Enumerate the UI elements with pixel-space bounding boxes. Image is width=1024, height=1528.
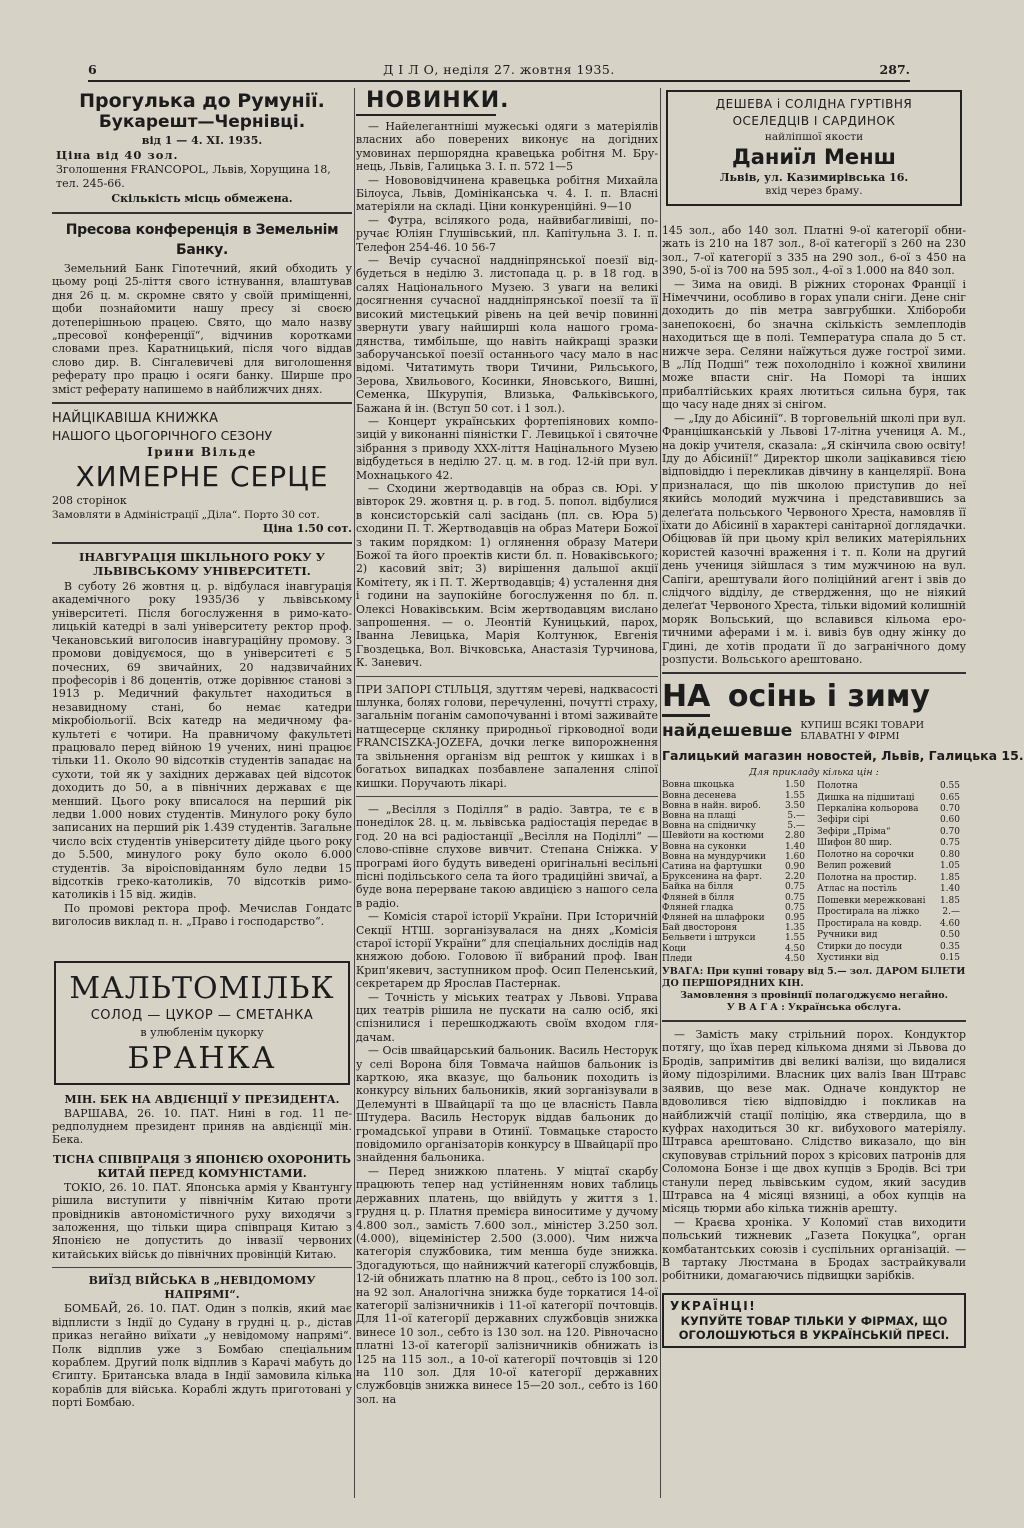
page-number-left: 6 [88, 62, 97, 77]
price-value: 0.65 [939, 792, 960, 803]
price-row [817, 941, 966, 952]
price-item: Шевйоти на костюми [662, 831, 765, 842]
ukrainians-text: КУПУЙТЕ ТОВАР ТІЛЬКИ У ФІРМАХ, ЩО ОГОЛОШУЮТЬСЯ В УКРАЇНСЬКІЙ ПРЕСІ. [678, 1313, 950, 1342]
price-value: 0.70 [939, 826, 960, 837]
price-value: 0.50 [939, 930, 960, 941]
price-value: 4.50 [784, 953, 805, 964]
ukrainians-ad [662, 1293, 966, 1348]
price-item: Бельвети і штрукси [662, 933, 756, 944]
price-row [817, 826, 966, 837]
ukrainians-title: УКРАЇНЦІ! [670, 1298, 757, 1313]
japan-title: ТІСНА СПІВПРАЦЯ З ЯПОНІЄЮ ОХОРОНИТЬ КИТАЙ ПЕРЕД КОМУНІСТАМИ. [53, 1152, 351, 1180]
price-row [662, 811, 811, 821]
price-item: Атлас на постіль [817, 884, 897, 895]
price-item: Зефіри „Пріма“ [817, 826, 891, 837]
price-item: Полотна [817, 781, 858, 792]
price-row [662, 933, 811, 943]
maltomilk-title: МАЛЬТОМІЛЬК [69, 970, 335, 1006]
maltomilk-sub: СОЛОД — ЦУКОР — СМЕТАНКА [90, 1007, 314, 1023]
news-item-10: — Точність у міських театрах у Львові. Управа цих театрів рішила не пускати на салю осіб, які спізнилися і перешкоджають своїм входом глядачам. [356, 990, 658, 1044]
price-value: 2.— [942, 907, 960, 918]
news-item-6: — Сходини жертводавців на образ св. Юрі. У вівторок 29. жовтня ц. р. в год. 5. попол. відбулися в консисторській салі засідань (пл. св. Юра 5) сходини П. Т. Жертводавців на образ Матери Божої з таким порядком: 1) оглянення образу Матери Божої та його проектів кисти бл. п. Новаківського; 2) касовий звіт; 3) вирішення дальшої акції Комітету, як і П. Т. Жертводавців; 4) усталення дня і години на заупокійне богослуження по бл. п. Олексі Новаківським. Всім жертводавцям вислано запрошення. — о. Леонтій Куницький, парох, Іванна Левицька, Марія Колтунюк, Евгенія Гвоздецька, Вол. Вічковська, Анастазія Турчинова, К. Заневич. [356, 481, 658, 670]
shop-orders: Замовлення з провінції полагоджуємо негайно. [680, 990, 948, 1002]
maltomilk-ad [54, 961, 350, 1085]
price-row [662, 842, 811, 852]
price-value: 1.40 [939, 884, 960, 895]
price-row [662, 882, 811, 892]
price-row [817, 918, 966, 929]
price-row [662, 872, 811, 882]
price-row [817, 792, 966, 803]
price-value: 1.35 [784, 923, 805, 934]
book-order: Замовляти в Адміністрації „Діла“. Порто 30 сот. [52, 509, 320, 522]
news-item-2: — Новововідчинена кравецька робітня Михайла Білоуса, Львів, Домініканська ч. 4. І. п. Власні матеріяли на складі. Ціни конкуренційні. 9—10 [356, 173, 658, 214]
price-value: 3.50 [784, 800, 805, 811]
price-row [817, 872, 966, 883]
price-item: Вовна на мундурчики [662, 851, 767, 862]
herring-ad [666, 90, 962, 206]
price-list-left [662, 780, 811, 964]
salary-continuation: 145 зол., або 140 зол. Платні 9-ої категорії обнижать із 210 на 187 зол., 8-ої категорії з 260 на 230 зол., 7-ої категорії з 335 на 290 зол., 6-ої з 450 на 390, 5-ої із 700 на 595 зол., 4-ої з 1.000 на 840 зол. [662, 224, 966, 278]
price-value: 1.55 [784, 933, 805, 944]
price-item: Вовна на суконки [662, 841, 747, 852]
ad-price: Ціна від 40 зол. [56, 148, 179, 162]
price-value: 0.75 [784, 892, 805, 903]
shop-na: НА [662, 679, 710, 717]
price-item: Коци [662, 943, 687, 954]
shop-buy: КУПИШ ВСЯКІ ТОВАРИ БЛАВАТНІ У ФІРМІ [800, 720, 924, 743]
price-list-right [817, 780, 966, 964]
news-item-8: — „Весілля з Поділля“ в радіо. Завтра, те є в понеділок 28. ц. м. львівська радіостація передає в год. 20 на всі радіостанції „Весілля на Поділлі“ — слово-співне слухове вивчит. Степана Сніжка. У програмі його будуть виведені оригінальні весільні пісні подільського села та його традиційні звичаї, а буде вона перерване такою авдицією з нашого села в радіо. [356, 802, 658, 910]
header-rule [88, 80, 910, 82]
price-value: 0.80 [939, 849, 960, 860]
price-row [662, 913, 811, 923]
price-item: Пошевки мережковані [817, 895, 926, 906]
column-2 [356, 88, 658, 1500]
ad-dates: від 1 — 4. XI. 1935. [141, 134, 263, 147]
price-value: 0.15 [939, 953, 960, 964]
price-value: 0.35 [939, 941, 960, 952]
price-item: Пледи [662, 953, 693, 964]
column-divider [660, 88, 661, 1498]
herring-address: Львів, ул. Казимирівська 16. [719, 171, 909, 184]
press-conference-title: Пресова конференція в Земельнім Банку. [65, 222, 339, 258]
price-value: 0.75 [784, 902, 805, 913]
price-item: Велип рожевий [817, 861, 892, 872]
price-value: 1.85 [939, 895, 960, 906]
column-divider [354, 88, 355, 1498]
price-value: 0.75 [784, 882, 805, 893]
university-text-2: По промові ректора проф. Мечислав Гондатс виголосив виклад п. н. „Право і господарство“. [52, 901, 352, 929]
price-row [817, 861, 966, 872]
price-row [662, 780, 811, 790]
news-item-3: — Футра, всілякого рода, найвибагливіші, поручає Юліян Глушівський, пл. Капітульна 3. І. п. Телефон 254-46. 10 56-7 [356, 213, 658, 254]
price-value: 4.50 [784, 943, 805, 954]
price-row [817, 952, 966, 964]
price-row [817, 838, 966, 849]
price-item: Хустинки від [817, 953, 879, 964]
herring-name: Даниїл Менш [732, 145, 896, 169]
price-item: Полотна на простир. [817, 872, 917, 883]
price-item: Бруксенина на фарт. [662, 872, 763, 883]
price-row [817, 815, 966, 826]
price-row [662, 791, 811, 801]
price-row [817, 930, 966, 941]
page-number-right: 287. [879, 62, 910, 77]
army-title: ВИЇЗД ВІЙСЬКА В „НЕВІДОМОМУ НАПРЯМІ“. [88, 1274, 316, 1302]
price-item: Стирки до посуди [817, 941, 903, 952]
price-item: Перкаліна кольорова [817, 803, 919, 814]
price-value: 1.40 [784, 841, 805, 852]
shop-big: осінь і зиму [727, 679, 930, 715]
news-item-12: — Перед знижкою платень. У міцтаї скарбу працюють тепер над устійненням нових таблиць державних платень, що ввійдуть у життя з 1. грудня ц. р. Платня премієра виноситиме у дучому 4.800 зол., замість 7.600 зол., міністер 3.250 зол. (4.000), віцеміністер 2.500 (3.000). Чим нижча категорія службовика, тим менша буде знижка. Здогадуються, що найнижчий категорії службовців, 12-ій обнижать платню на 8 проц., себто із 100 зол. на 92 зол. Аналогічна знижка буде торкатися 14-ої категорії залізничників і 11-ої категорії почтовців. Для 11-ої категорії державних службовців знижка винесе 10 зол., себто із 130 зол. на 120. Рівночасно платні 13-ої категорії залізничників обнижать із 125 на 115 зол., а 10-ої категорії почтовців зі 120 на 110 зол. Для 10-ої категорії державних службовців знижка винесе 15—20 зол., себто із 160 зол. на [356, 1164, 658, 1406]
shop-uvaha: УВАГА: При купні товару від 5.— зол. ДАРОМ БІЛЕТИ ДО ПЕРШОРЯДНИХ КІН. [662, 966, 966, 990]
price-row [662, 954, 811, 964]
news-item-7: ПРИ ЗАПОРІ СТІЛЬЦЯ, здуттям череві, надквасості шлунка, болях голови, перечуленні, почутті страху, загальнім поганім самопочуванні і втомі заживайте натщесерце склянку природньої гірководної води FRANCISZKA-JOZEFA, дочки легке випорожнення та звільнення організм від решток у кишках і в богатьох випадках позбавлене запалення сліпої кишки. Поручають лікарі. [356, 682, 658, 790]
shop-ad [662, 679, 1024, 1014]
winter-news: — Зима на овиді. В ріжних сторонах Франції і Німеччини, особливо в горах упали сніги. Дене сніг доходить до пів метра завгрубшки. Хлібороби занепокоєні, бо значна скількість землеплодів находиться ще в полі. Температура спала до 5 ст. нижче зера. Селяни наїжуться дуже гострої зими. В „Лі́д Подші“ теж похолодніло і кожної хвилини може впасти сніг. На Поморі та інших прибалтійських краях лютиться сильна буря, так що часу наде днях зі снігом. [662, 277, 966, 412]
newspaper-dateline: Д І Л О, неділя 27. жовтня 1935. [383, 62, 615, 77]
news-section-heading: НОВИНКИ. [356, 88, 496, 116]
japan-text: ТОКІО, 26. 10. ПАТ. Японська армія у Квантунгу рішила виступити у північнім Китаю проти провідників автономістичного руху виходячи з заложення, що тільки щира співпраця Китаю з Японією не допустить до інвазії червоних китайських військ до північних провінцій Китаю. [52, 1180, 352, 1261]
price-row [817, 849, 966, 860]
army-text: БОМБАЙ, 26. 10. ПАТ. Один з полків, який має відплисти з Індії до Судану в грудні ц. р., дістав приказ негайно виїхати „у невідомому напрямі“. Полк відплив уже з Бомбаю спеціальним кораблем. Другий полк відплив з Карачі мабуть до Єгипту. Британська влада в Індії замовила кілька кораблів для війська. Кораблі ждуть приготовані у порті Бомбаю. [52, 1302, 352, 1410]
column-3 [662, 88, 1024, 1500]
news-item-9: — Комісія старої історії України. При Історичній Секції НТШ. зорганізувалася на днях „Комісія старої історії України“ для спеціальних дослідів над княжою добою. Головою її вибраний проф. Іван Крип'якевич, заступником проф. Осип Пеленський, секретарем др Ярослав Пастернак. [356, 910, 658, 991]
price-value: 1.85 [939, 872, 960, 883]
price-item: Бай двостороня [662, 923, 738, 934]
price-value: 5.— [787, 821, 805, 832]
price-item: Дишка на підшитаці [817, 792, 915, 803]
price-item: Вовна на спідничку [662, 821, 756, 832]
herring-line2: ОСЕЛЕДЦІВ І САРДИНОК [732, 114, 896, 128]
news-item-5: — Концерт українських фортепіянових композицій у виконанні піяністки Г. Левицької і святочне зібрання з приводу XXX-ліття Націнального Музею відбудеться в неділю 27. ц. м. в год. 12-ій при вул. Мохнацького 42. [356, 414, 658, 482]
shop-service: У В А Г А : Українська обслуга. [726, 1002, 902, 1014]
news-item-11: — Осів швайцарський бальоник. Василь Несторук у селі Ворона біля Товмача найшов бальоник із карткою, яка вказує, що бальоник походить із конкурсу вільних бальоників, який зорганізували в Делемунті в Швайцарії та що це власність Павла Штудера. Василь Несторук віддав бальоник до громадської управи в Отинії. Товмацьке старосто повідомило організаторів конкурсу в Швайцарії про знайдення бальоника. [356, 1044, 658, 1165]
powder-news: — Замість маку стрільний порох. Кондуктор потягу, що їхав перед кількома днями зі Львова до Бродів, запримітив дві великі валізи, що видалися йому підозрілими. Власник цих валіз Іван Штравс заявив, що везе мак. Одначе кондуктор не вдоволився тією відповіддю і покликав на найближчій стації поліцію, яка ствердила, що в куфрах находиться 30 кг. вибухового матеріялу. Штравса арештовано. Слідство виказало, що він скуповував стрільний порох з крісових патронів для Соломона Бонзе і ще двох купців з Бродів. Всі три станули перед львівським судом, який засудив Штравса на 4 місяці вязниці, а обох купців на місяць тюрми або кілька тижнів арешту. [662, 1028, 966, 1216]
price-item: Зефіри сірі [817, 815, 870, 826]
shop-name: Галицький магазин новостей, Львів, Галицька 15. [662, 748, 1024, 764]
price-value: 2.20 [784, 872, 805, 883]
price-row [817, 895, 966, 906]
book-ad-line1: НАЙЦІКАВІША КНИЖКА [52, 411, 219, 427]
price-value: 1.60 [784, 851, 805, 862]
beck-title: МІН. БЕК НА АВДІЄНЦІЇ У ПРЕЗИДЕНТА. [64, 1092, 340, 1106]
price-item: Простирала на ковдр. [817, 918, 922, 929]
page-header [88, 62, 910, 80]
price-item: Вовна десенева [662, 790, 737, 801]
ad-limit: Скількість місць обмежена. [111, 192, 293, 205]
price-row [662, 903, 811, 913]
price-row [662, 831, 811, 841]
book-ad [52, 410, 352, 536]
price-item: Полотно на сорочки [817, 849, 915, 860]
price-item: Фляней в білля [662, 892, 735, 903]
price-value: 0.90 [784, 862, 805, 873]
price-item: Простирала на ліжко [817, 907, 920, 918]
price-value: 1.05 [939, 861, 960, 872]
price-row [662, 852, 811, 862]
price-item: Фляней на шлафроки [662, 913, 765, 924]
book-title: ХИМЕРНЕ СЕРЦЕ [75, 460, 329, 494]
price-row [662, 862, 811, 872]
price-value: 0.55 [939, 781, 960, 792]
university-text: В суботу 26 жовтня ц. р. відбулася інавгурація академічного року 1935/36 у львівському університеті. Після богослуження в римо-католицькій катедрі в залі університету ректор проф. Чекановський виголосив інавгураційну промову. З промови довідуємося, що в університеті є 5 почесних, 69 звичайних, 20 надзвичайних професорів і 86 доцентів, отже дорівнює станові з 1913 р. Медичний факультет находиться в незавидному стані, бо немає катедри мікробіольогії. Всіх катедр на медичному факультеті є чотири. На правничому факультеті працювало перед війною 19 учених, нині працює тільки 11. Около 90 відсотків студентів западає на сухоти, той як у західних державах цей відсоток доходить до 50, а в північних державах є ще менший. Цього року вписалося на перший рік ледви 1.000 нових студентів. Минулого року було записаних на перший рік 1.439 студентів. Загальне число всіх студентів університету дійде цього року до 5.500, минулого року було около 6.000 студентів. За віроісповіданням було ледви 15 відсотків греко-католиків, 70 відсотків римо-католиків і 15 від. жидів. [52, 580, 352, 902]
news-item-4: — Вечір сучасної наддніпрянської поезії відбудеться в неділю 3. листопада ц. р. в 18 год. в салях Національного Музею. З уваги на великі досягнення сучасної наддніпрянської поезії та її високий мистецький рівень на цей вечір повинні звернути увагу найширші кола нашого громадянства, тимбільше, що навіть найкращі зразки заборучанської поезії останнього часу мало в нас відомі. Читатимуть твори Тичини, Рильського, Зерова, Хвильового, Косинки, Яновського, Вишні, Семенка, Шкурупія, Влизька, Фальківського, Бажана й ін. (Вступ 50 сот. і 1 зол.). [356, 254, 658, 415]
price-value: 2.80 [784, 831, 805, 842]
price-value: 1.55 [784, 790, 805, 801]
price-value: 0.75 [939, 838, 960, 849]
price-item: Вовна в найн. вироб. [662, 800, 761, 811]
price-row [817, 884, 966, 895]
ad-route: Букарешт—Чернівці. [98, 112, 306, 132]
price-row [662, 821, 811, 831]
book-price: Ціна 1.50 сот. [262, 522, 352, 536]
price-row [817, 780, 966, 791]
price-value: 0.95 [784, 913, 805, 924]
herring-note: вхід через браму. [765, 185, 863, 197]
price-item: Вовна на плащі [662, 811, 736, 822]
book-pages: 208 сторінок [52, 494, 127, 508]
price-row [662, 801, 811, 811]
ad-title: Прогулька до Румунії. [79, 90, 325, 112]
column-1 [52, 88, 352, 1500]
price-value: 1.50 [784, 780, 805, 791]
maltomilk-brand: БРАНКА [127, 1040, 277, 1076]
herring-line1: ДЕШЕВА і СОЛІДНА ГУРТІВНЯ [715, 97, 913, 111]
university-title: ІНАВГУРАЦІЯ ШКІЛЬНОГО РОКУ У ЛЬВІВСЬКОМУ УНІВЕРСИТЕТІ. [79, 550, 325, 579]
abyssinia-news: — „Іду до Абісинії“. В торговельній школі при вул. Францішканській у Львові 17-літна учениця А. М., на докір учителя, сказала: „Я скінчила свою освіту! Іду до Абісинії!“ Директор школи зацікавився тією відповіддю і перекликав дівчину в канцелярії. Вона призналася, що пів школою приступив до неї якийсь молодий мужчина і представившись за делеґата польського Червоного Хреста, намовляв її їхати до Абісинії в характері санітарної доглядачки. Обіцював їй при цьому кріл великих матеріяльних користей казочні враження і т. п. Коли на другий день учениця зійшлася з тим мужчиною на вул. Сапіги, арештували його поліційний агент і звів до слідчого відділу, де ствердження, що не ніякий делеґат Червоного Хреста, тільки відомий колишній моряк Вольський, що вславився кільома еротичними аферами і м. і. вивіз був одну жінку до Гдині, де хотів продати її до загранічного дому розпусти. Вольського арештовано. [662, 411, 966, 666]
price-item: Байка на білля [662, 882, 734, 893]
beck-text: ВАРШАВА, 26. 10. ПАТ. Нині в год. 11 передполуднем президент приняв на авдієнції мін. Бека. [52, 1106, 352, 1147]
press-conference-text: Земельний Банк Гіпотечний, який обходить у цьому році 25-ліття свого істнування, влаштував дня 26 ц. м. скромне свято у своїй приміщенні, щоби познайомити нашу пресу зі своєю дотеперішньою працею. Свято, що мало назву „пресової конференції“, відчинив коротками словами през. Каратницький, після чого віддав слово дир. В. Сінгалевичеві для виголошення реферату про працю і осяги банку. Ширше про зміст реферату напишемо в найближчих днях. [52, 262, 352, 396]
price-item: Фляней гладка [662, 902, 734, 913]
romania-trip-ad [52, 88, 352, 206]
book-author: Ірини Вільде [147, 445, 257, 460]
price-row [662, 923, 811, 933]
price-row [662, 893, 811, 903]
price-value: 0.60 [939, 815, 960, 826]
price-item: Ручники вид [817, 930, 878, 941]
chronicle-news: — Краєва хроніка. У Коломиї став виходити польський тижневик „Газета Покуцка“, орган комбатантських союзів і суспільних організацій. — В тартаку Люстмана в Бродах застрайкували робітники, домагаючись підвищки зарібків. [662, 1215, 966, 1283]
news-item-1: — Найелегантніші мужеські одяги з матеріялів власних або поверених виконує на догідних умовинах першорядна кравецька робітня М. Брунець, Львів, Галицька 3. І. п. 572 1—5 [356, 120, 658, 174]
price-item: Шифон 80 шир. [817, 838, 892, 849]
price-row [817, 803, 966, 814]
book-ad-line2: НАШОГО ЦЬОГОРІЧНОГО СЕЗОНУ [52, 428, 273, 444]
price-item: Вовна шкоцька [662, 780, 735, 791]
price-value: 0.70 [939, 803, 960, 814]
shop-example: Для прикладу кілька цін : [749, 767, 879, 779]
price-item: Сатина на фартушки [662, 862, 763, 873]
maltomilk-line: в улюбленім цукорку [140, 1025, 264, 1039]
price-value: 5.— [787, 811, 805, 822]
price-row [817, 907, 966, 918]
ad-apply: Зголошення FRANCOPOL, Львів, Хорущина 18, тел. 245-66. [56, 163, 331, 190]
herring-line3: найліпшої якости [764, 131, 864, 143]
shop-cheap: найдешевше [662, 721, 793, 742]
price-value: 4.60 [939, 918, 960, 929]
price-row [662, 944, 811, 954]
